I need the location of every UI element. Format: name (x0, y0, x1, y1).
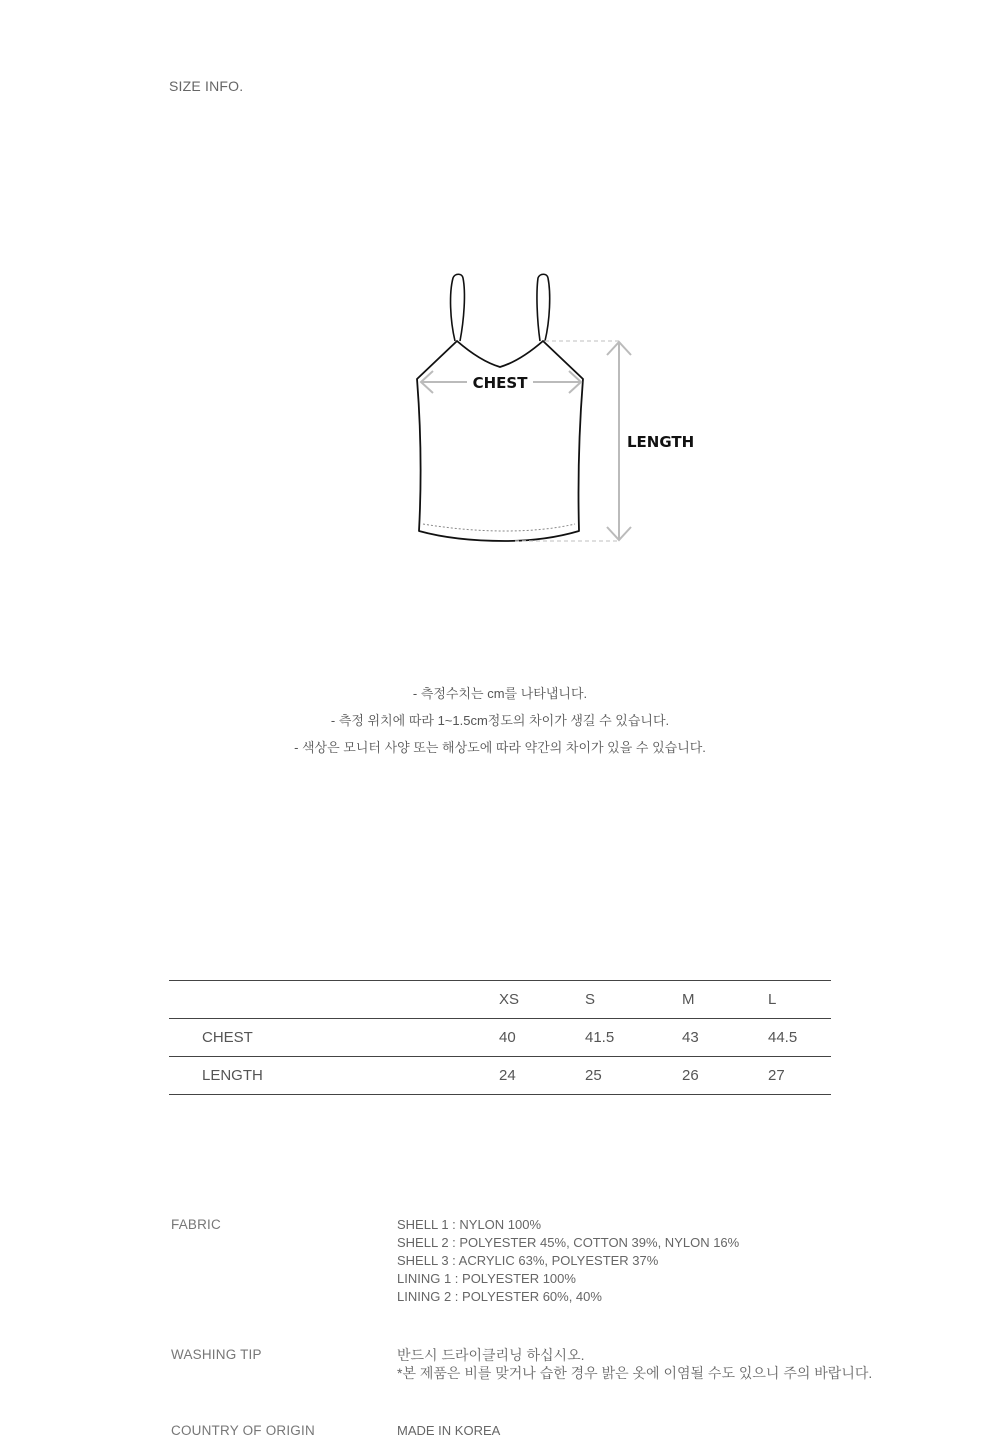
table-cell: 41.5 (585, 1019, 682, 1057)
origin-label: COUNTRY OF ORIGIN (171, 1423, 315, 1438)
size-table (169, 980, 831, 1095)
washing-label: WASHING TIP (171, 1347, 262, 1362)
origin-value: MADE IN KOREA (397, 1423, 501, 1438)
fabric-line: LINING 2 : POLYESTER 60%, 40% (397, 1289, 602, 1304)
right-strap (537, 274, 550, 341)
table-cell: 43 (682, 1019, 768, 1057)
fabric-details (397, 1216, 739, 1306)
header-cell: S (585, 981, 682, 1019)
note-line: - 색상은 모니터 사양 또는 해상도에 따라 약간의 차이가 있을 수 있습니다. (294, 740, 706, 755)
table-cell: 24 (499, 1057, 585, 1095)
fabric-line: SHELL 3 : ACRYLIC 63%, POLYESTER 37% (397, 1253, 659, 1268)
fabric-line: SHELL 1 : NYLON 100% (397, 1217, 542, 1232)
header-cell: XS (499, 981, 585, 1019)
header-cell: M (682, 981, 768, 1019)
washing-line: *본 제품은 비를 맞거나 습한 경우 밝은 옷에 이염될 수도 있으니 주의 바랍니다. (397, 1365, 873, 1381)
washing-details (397, 1346, 872, 1382)
camisole-size-diagram (395, 265, 715, 560)
table-cell: 25 (585, 1057, 682, 1095)
table-row (169, 1057, 831, 1095)
note-line: - 측정 위치에 따라 1~1.5cm정도의 차이가 생길 수 있습니다. (330, 713, 670, 728)
table-cell: 44.5 (768, 1019, 831, 1057)
camisole-body (417, 341, 583, 541)
table-row (169, 1019, 831, 1057)
table-header-row (169, 981, 831, 1019)
header-cell: L (768, 981, 831, 1019)
table-cell: 27 (768, 1057, 831, 1095)
row-label: LENGTH (169, 1057, 499, 1095)
length-label: LENGTH (627, 433, 695, 451)
chest-label: CHEST (472, 374, 528, 392)
row-label: CHEST (169, 1019, 499, 1057)
fabric-line: SHELL 2 : POLYESTER 45%, COTTON 39%, NYLON 16% (397, 1235, 740, 1250)
header-cell (169, 981, 499, 1019)
washing-line: 반드시 드라이클리닝 하십시오. (397, 1347, 585, 1363)
table-cell: 40 (499, 1019, 585, 1057)
fabric-line: LINING 1 : POLYESTER 100% (397, 1271, 576, 1286)
note-line: - 측정수치는 cm를 나타냅니다. (412, 686, 588, 701)
left-strap (451, 274, 465, 341)
fabric-label: FABRIC (171, 1217, 221, 1232)
measurement-notes (0, 680, 1000, 761)
section-heading: SIZE INFO. (169, 78, 244, 94)
table-cell: 26 (682, 1057, 768, 1095)
